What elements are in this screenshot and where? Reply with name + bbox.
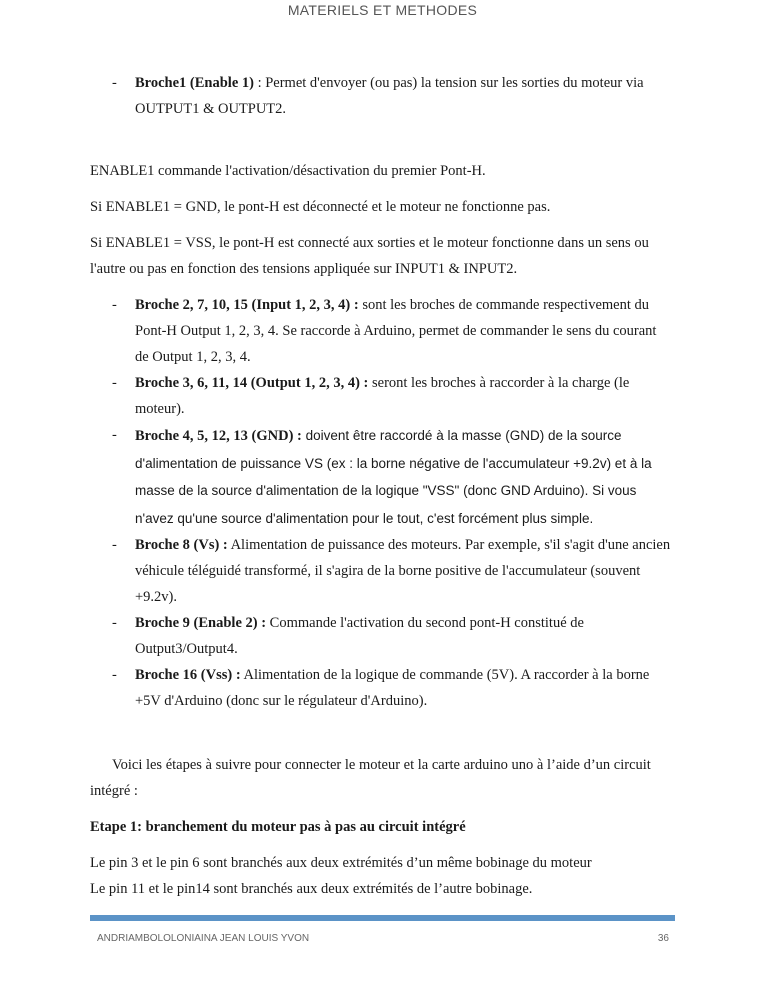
paragraph-enable1-gnd: Si ENABLE1 = GND, le pont-H est déconnecté et le moteur ne fonctionne pas. [90, 199, 551, 215]
step-line-2: Le pin 11 et le pin14 sont branchés aux deux extrémités de l’autre bobinage. [90, 881, 533, 897]
list-item [90, 610, 672, 662]
bullet-text: Commande l'activation du second pont-H constitué de Output3/Output4. [135, 615, 584, 657]
bullet-term: Broche1 (Enable 1) [135, 75, 254, 91]
bullet-text: Alimentation de la logique de commande (5V). A raccorder à la borne +5V d'Arduino (donc sur le régulateur d'Arduino). [135, 667, 650, 709]
step-line-1: Le pin 3 et le pin 6 sont branchés aux deux extrémités d’un même bobinage du moteur [90, 855, 592, 871]
bullet-dash: - [112, 75, 117, 91]
bullet-dash: - [112, 667, 117, 683]
list-item [90, 662, 672, 714]
bullet-dash: - [112, 427, 117, 443]
bullet-dash: - [112, 537, 117, 553]
bullet-term: Broche 4, 5, 12, 13 (GND) : [135, 428, 302, 444]
bullet-list-top [90, 70, 672, 122]
bullet-list-pins [90, 292, 672, 714]
bullet-text: sont les broches de commande respectivement du Pont-H Output 1, 2, 3, 4. Se raccorde à Arduino, permet de commander le sens du courant de Output 1, 2, 3, 4. [135, 297, 657, 365]
bullet-term: Broche 3, 6, 11, 14 (Output 1, 2, 3, 4) : [135, 375, 369, 391]
step-heading-text: Etape 1: branchement du moteur pas à pas au circuit intégré [90, 819, 466, 835]
bullet-text: : Permet d'envoyer (ou pas) la tension sur les sorties du moteur via OUTPUT1 & OUTPUT2. [135, 75, 644, 117]
footer-rule [90, 915, 675, 921]
bullet-term: Broche 9 (Enable 2) : [135, 615, 267, 631]
bullet-text: doivent être raccordé à la masse (GND) de la source d'alimentation de puissance VS (ex : la borne négative de l'accumulateur +9.2v) et à la masse de la source d'alimentation de la logique "VSS" (donc GND Arduino). Si vous n'avez qu'une source d'alimentation pour le tout, c'est forcément plus simple. [135, 428, 652, 526]
page-number: 36 [657, 933, 669, 944]
intro-paragraph: Voici les étapes à suivre pour connecter le moteur et la carte arduino uno à l’aide d’un circuit intégré : [90, 757, 651, 799]
page-content [90, 70, 672, 902]
list-item [90, 370, 672, 422]
paragraph-enable1-vss: Si ENABLE1 = VSS, le pont-H est connecté aux sorties et le moteur fonctionne dans un sens ou l'autre ou pas en fonction des tensions appliquée sur INPUT1 & INPUT2. [90, 235, 649, 277]
bullet-dash: - [112, 615, 117, 631]
bullet-term: Broche 16 (Vss) : [135, 667, 241, 683]
footer-author: ANDRIAMBOLOLONIAINA JEAN LOUIS YVON [97, 933, 310, 944]
list-item [90, 422, 672, 532]
bullet-dash: - [112, 375, 117, 391]
bullet-term: Broche 2, 7, 10, 15 (Input 1, 2, 3, 4) : [135, 297, 359, 313]
paragraph-enable1: ENABLE1 commande l'activation/désactivation du premier Pont-H. [90, 163, 486, 179]
bullet-dash: - [112, 297, 117, 313]
bullet-term: Broche 8 (Vs) : [135, 537, 228, 553]
list-item [90, 292, 672, 370]
bullet-text: seront les broches à raccorder à la charge (le moteur). [135, 375, 630, 417]
page-header-title: MATERIELS ET METHODES [287, 2, 478, 18]
list-item [90, 70, 672, 122]
list-item [90, 532, 672, 610]
step-heading [90, 814, 672, 840]
bullet-text: Alimentation de puissance des moteurs. Par exemple, s'il s'agit d'une ancien véhicule téléguidé transformé, il s'agira de la borne positive de l'accumulateur (souvent +9.2v). [135, 537, 671, 605]
